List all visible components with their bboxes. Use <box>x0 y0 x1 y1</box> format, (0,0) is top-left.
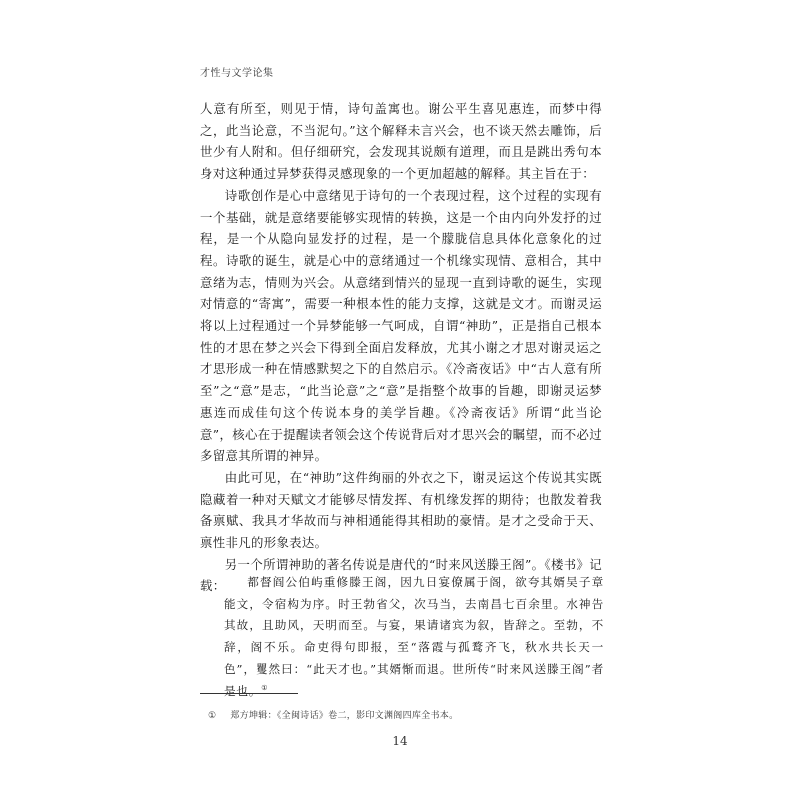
paragraph: 诗歌创作是心中意绪见于诗句的一个表现过程，这个过程的实现有一个基础，就是意绪要能够实现情的转换，这是一个由内向外发抒的过程，是一个从隐向显发抒的过程，是一个朦胧信息具体化意象化的过程。诗歌的诞生，就是心中的意绪通过一个机缘实现情、意相合，其中意绪为志，情则为兴会。从意绪到情兴的显现一直到诗歌的诞生，实现对情意的“寄寓”，需要一种根本性的能力支撑，这就是文才。而谢灵运将以上过程通过一个异梦能够一气呵成，自谓“神助”，正是指自己根本性的才思在梦之兴会下得到全面启发释放，尤其小谢之才思对谢灵运之才思形成一种在情感默契之下的自然启示。《冷斋夜话》中“古人意有所至”之“意”是志，“此当论意”之“意”是指整个故事的旨趣，即谢灵运梦惠连而成佳句这个传说本身的美学旨趣。《冷斋夜话》所谓“此当论意”，核心在于提醒读者领会这个传说背后对才思兴会的瞩望，而不必过多留意其所谓的神异。 <box>200 187 602 464</box>
footnote-divider <box>200 693 298 694</box>
paragraph: 由此可见，在“神助”这件绚丽的外衣之下，谢灵运这个传说其实既隐藏着一种对天赋文才能够尽情发挥、有机缘发挥的期待；也散发着我备禀赋、我具才华故而与神相通能得其相助的豪情。是才之受命于天、禀性非凡的形象表达。 <box>200 469 602 551</box>
paragraph: 另一个所谓神助的著名传说是唐代的“时来风送滕王阁”。《楼书》记载： <box>200 556 602 594</box>
quotation-text: 都督阎公伯屿重修滕王阁，因九日宴僚属于阁，欲夸其婿吴子章能文，令宿构为序。时王勃省父，次马当，去南昌七百余里。水神告其故，且助风，天明而至。与宴，果请诸宾为叙，皆辞之。至勃，不辞，阁不乐。命吏得句即报，至“落霞与孤鹜齐飞，秋水共长天一色”，矍然曰：“此天才也。”其婿惭而退。世所传“时来风送滕王阁”者是也。 <box>224 575 604 698</box>
footnote-text: 郑方坤辑：《全闽诗话》卷二，影印文渊阁四库全书本。 <box>230 711 459 721</box>
footnote-marker: ① <box>208 711 217 721</box>
footnote-reference: ① <box>261 683 269 692</box>
paragraph-continued: 人意有所至，则见于情，诗句盖寓也。谢公平生喜见惠连，而梦中得之，此当论意，不当泥句。”这个解释未言兴会，也不谈天然去雕饰，后世少有人附和。但仔细研究，会发现其说颇有道理，而且是跳出秀句本身对这种通过异梦获得灵感现象的一个更加超越的解释。其主旨在于： <box>200 101 602 182</box>
footnote <box>208 708 588 721</box>
page-number: 14 <box>392 734 408 748</box>
block-quotation <box>224 572 604 702</box>
running-header-title: 才性与文学论集 <box>200 68 274 79</box>
main-text <box>200 98 602 597</box>
